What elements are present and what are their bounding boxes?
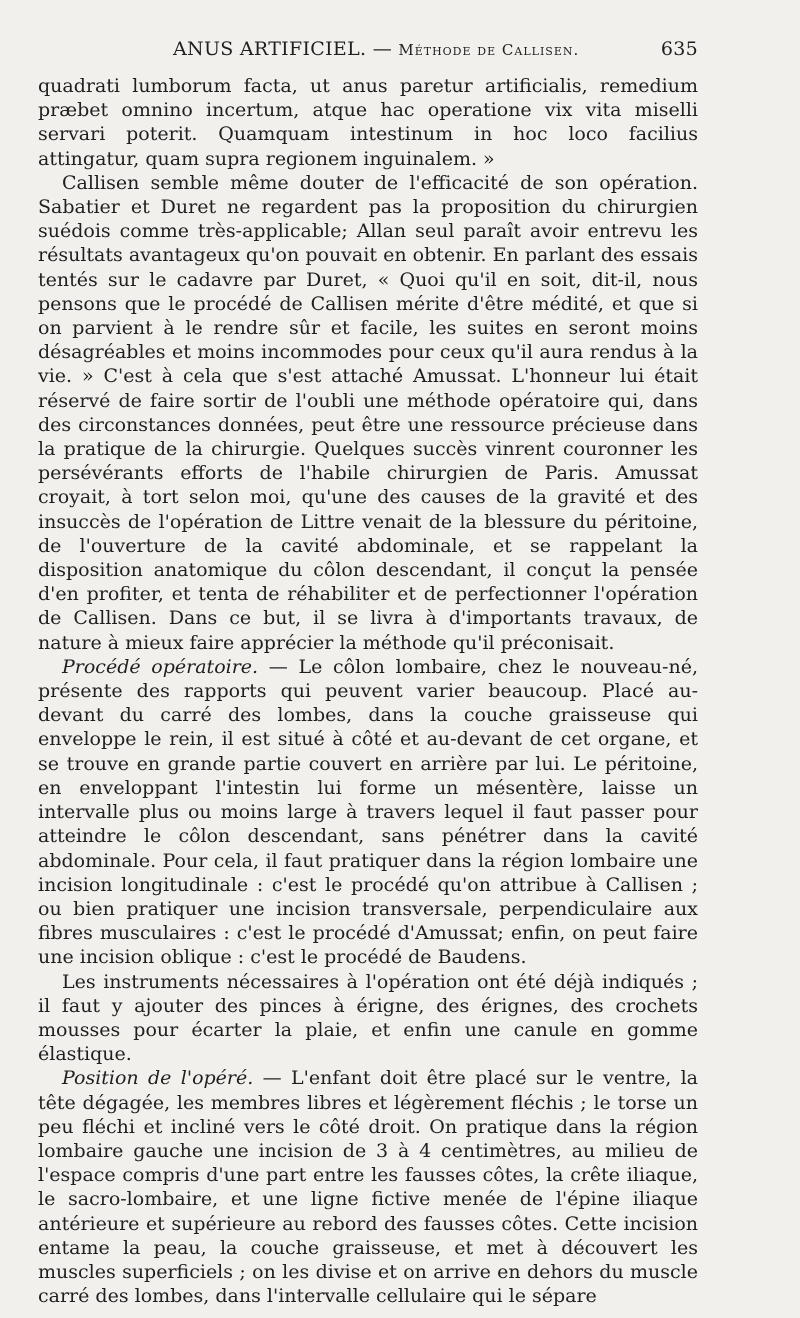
paragraph-text: — Le côlon lombaire, chez le nouveau-né, présente des rapports qui peuvent varier beaucoup. Placé au-devant du carré des lombes, dans la couche graisseuse qui enveloppe le rein, il est situé à côté et au-devant de cet organe, et se trouve en grande partie couvert en arrière par lui. Le péritoine, en enveloppant l'intestin lui forme un mésentère, laisse un intervalle plus ou moins large à travers lequel il faut passer pour atteindre le côlon descendant, sans pénétrer dans la cavité abdominale. Pour cela, il faut pratiquer dans la région lombaire une incision longitudinale : c'est le procédé qu'on attribue à Callisen ; ou bien pratiquer une incision transversale, perpendiculaire aux fibres musculaires : c'est le procédé d'Amussat; enfin, on peut faire une incision oblique : c'est le procédé de Baudens.: [38, 655, 698, 969]
running-head: [38, 38, 698, 74]
paragraph-4: [38, 970, 698, 1067]
paragraph-text: Les instruments nécessaires à l'opération ont été déjà indiqués ; il faut y ajouter des pinces à érigne, des érignes, des crochets mousses pour écarter la plaie, et enfin une canule en gomme élastique.: [38, 970, 698, 1066]
paragraph-5: [38, 1066, 698, 1308]
paragraph-1: [38, 74, 698, 171]
chapter-title: ANUS ARTIFICIEL.: [173, 38, 367, 60]
page-number: 635: [660, 38, 698, 60]
section-subtitle: Méthode de Callisen.: [398, 41, 580, 59]
section-lead-procede: Procédé opératoire.: [62, 655, 259, 678]
body-text: [38, 74, 698, 1308]
paragraph-3: [38, 655, 698, 970]
paragraph-text: quadrati lumborum facta, ut anus paretur artificialis, remedium præbet omnino incertum, atque hac operatione vix vita miselli servari poterit. Quamquam intestinum in hoc loco facilius attingatur, quam supra regionem inguinalem. »: [38, 75, 698, 170]
running-title: [173, 38, 579, 60]
paragraph-2: [38, 171, 698, 655]
section-lead-position: Position de l'opéré.: [62, 1067, 254, 1090]
paragraph-text: Callisen semble même douter de l'efficacité de son opération. Sabatier et Duret ne regardent pas la proposition du chirurgien suédois comme très-applicable; Allan seul paraît avoir entrevu les résultats avantageux qu'on pouvait en obtenir. En parlant des essais tentés sur le cadavre par Duret, « Quoi qu'il en soit, dit-il, nous pensons que le procédé de Callisen mérite d'être médité, et que si on parvient à le rendre sûr et facile, les suites en seront moins désagréables et moins incommodes pour ceux qu'il aura rendus à la vie. » C'est à cela que s'est attaché Amussat. L'honneur lui était réservé de faire sortir de l'oubli une méthode opératoire qui, dans des circonstances données, peut être une ressource précieuse dans la pratique de la chirurgie. Quelques succès vinrent couronner les persévérants efforts de l'habile chirurgien de Paris. Amussat croyait, à tort selon moi, qu'une des causes de la gravité et des insuccès de l'opération de Littre venait de la blessure du péritoine, de l'ouverture de la cavité abdominale, et se rappelant la disposition anatomique du côlon descendant, il conçut la pensée d'en profiter, et tenta de réhabiliter et de perfectionner l'opération de Callisen. Dans ce but, il se livra à d'importants travaux, de nature à mieux faire apprécier la méthode qu'il préconisait.: [38, 171, 698, 654]
paragraph-text: — L'enfant doit être placé sur le ventre, la tête dégagée, les membres libres et légèrement fléchis ; le torse un peu fléchi et incliné vers le côté droit. On pratique dans la région lombaire gauche une incision de 3 à 4 centimètres, au milieu de l'espace compris d'une part entre les fausses côtes, la crête iliaque, le sacro-lombaire, et une ligne fictive menée de l'épine iliaque antérieure et supérieure au rebord des fausses côtes. Cette incision entame la peau, la couche graisseuse, et met à découvert les muscles superficiels ; on les divise et on arrive en dehors du muscle carré des lombes, dans l'intervalle cellulaire qui le sépare: [38, 1067, 698, 1308]
title-separator: —: [372, 38, 392, 60]
